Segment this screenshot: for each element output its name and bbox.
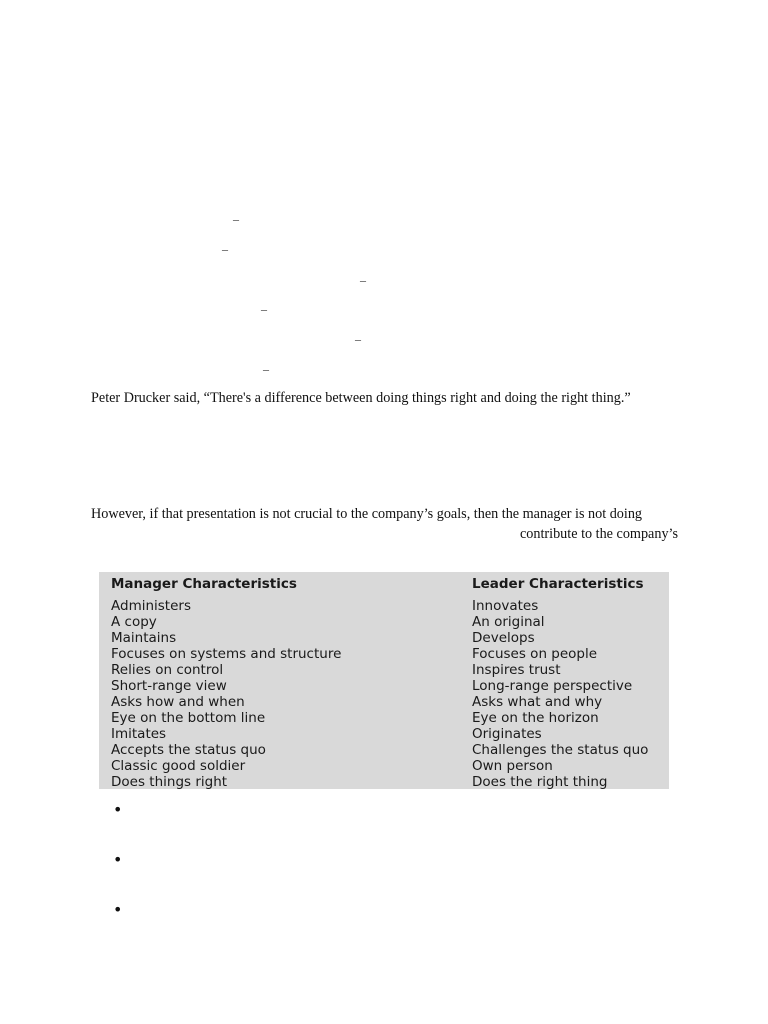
manager-trait: A copy bbox=[111, 614, 157, 630]
manager-trait: Does things right bbox=[111, 774, 228, 789]
manager-trait: Accepts the status quo bbox=[111, 742, 266, 758]
leader-trait: Eye on the horizon bbox=[472, 710, 599, 726]
bullet-point: • bbox=[113, 900, 123, 919]
manager-trait: Administers bbox=[111, 598, 191, 614]
however-paragraph-line1: However, if that presentation is not crucial to the company’s goals, then the manager is not doing bbox=[91, 506, 643, 522]
leader-trait: Challenges the status quo bbox=[472, 742, 649, 758]
drucker-quote-paragraph: Peter Drucker said, “There's a difference between doing things right and doing the right thing.” bbox=[91, 390, 631, 406]
leader-trait: Long-range perspective bbox=[472, 678, 633, 694]
leader-trait: Does the right thing bbox=[472, 774, 608, 789]
leader-trait: Asks what and why bbox=[472, 694, 603, 710]
manager-trait: Eye on the bottom line bbox=[111, 710, 266, 726]
bullet-point: • bbox=[113, 850, 123, 869]
bullet-point: • bbox=[113, 800, 123, 819]
manager-trait: Imitates bbox=[111, 726, 167, 742]
manager-trait: Asks how and when bbox=[111, 694, 245, 710]
manager-trait: Maintains bbox=[111, 630, 177, 646]
manager-trait: Short-range view bbox=[111, 678, 227, 694]
leader-column bbox=[472, 576, 648, 789]
dash-marker: – bbox=[355, 332, 361, 346]
leader-trait: An original bbox=[472, 614, 545, 630]
manager-column-header: Manager Characteristics bbox=[111, 576, 297, 592]
leader-trait: Innovates bbox=[472, 598, 539, 614]
manager-trait: Relies on control bbox=[111, 662, 224, 678]
leader-trait: Originates bbox=[472, 726, 542, 742]
leader-trait: Inspires trust bbox=[472, 662, 561, 678]
dash-marker: – bbox=[233, 212, 239, 226]
manager-trait: Classic good soldier bbox=[111, 758, 246, 774]
manager-trait: Focuses on systems and structure bbox=[111, 646, 342, 662]
however-paragraph-line2: contribute to the company’s bbox=[520, 526, 678, 542]
leader-column-header: Leader Characteristics bbox=[472, 576, 644, 592]
dash-marker: – bbox=[263, 362, 269, 376]
dash-marker: – bbox=[360, 273, 366, 287]
leader-trait: Develops bbox=[472, 630, 535, 646]
dash-marker: – bbox=[261, 302, 267, 316]
leader-trait: Focuses on people bbox=[472, 646, 598, 662]
manager-column bbox=[111, 576, 341, 789]
leader-trait: Own person bbox=[472, 758, 553, 774]
manager-leader-comparison-table bbox=[99, 572, 669, 789]
dash-marker: – bbox=[222, 242, 228, 256]
